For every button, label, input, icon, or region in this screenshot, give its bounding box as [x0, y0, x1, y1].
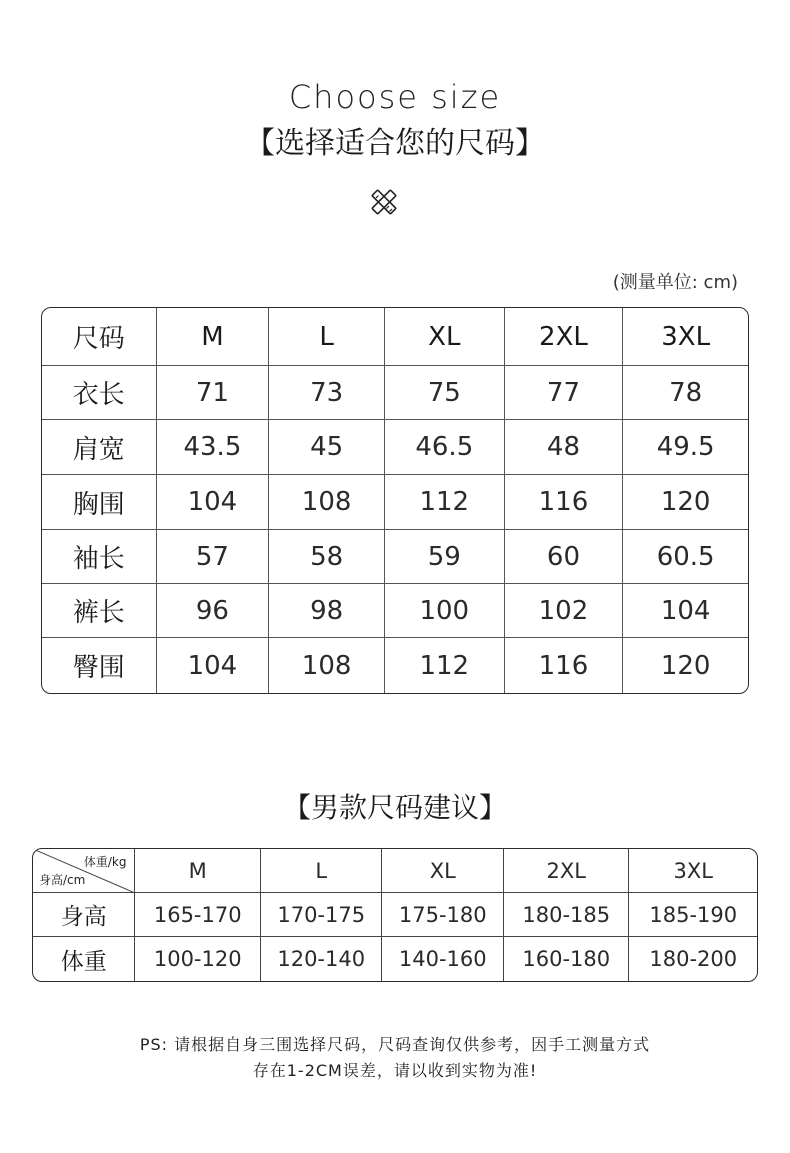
- row-label: 体重: [33, 937, 135, 981]
- row-label: 袖长: [42, 530, 157, 584]
- table-cell: 104: [623, 584, 748, 638]
- size-header-3xl: 3XL: [623, 308, 748, 366]
- rec-header-m: M: [135, 849, 260, 893]
- table-row: [33, 937, 757, 981]
- note-line-1: PS: 请根据自身三围选择尺码，尺码查询仅供参考，因手工测量方式: [139, 1035, 651, 1054]
- table-cell: 58: [269, 530, 385, 584]
- rec-header-3xl: 3XL: [629, 849, 757, 893]
- recommendation-header-row: [33, 849, 757, 893]
- table-cell: 78: [623, 366, 748, 420]
- ruler-pencil-icon: [369, 187, 399, 217]
- table-cell: 45: [269, 420, 385, 475]
- size-corner-label: 尺码: [42, 308, 157, 366]
- page-title-cn: 【选择适合您的尺码】: [245, 126, 545, 161]
- size-header-row: [42, 308, 748, 366]
- table-cell: 116: [505, 638, 624, 693]
- row-label: 肩宽: [42, 420, 157, 475]
- table-row: [42, 366, 748, 420]
- table-cell: 180-185: [504, 893, 629, 937]
- table-cell: 140-160: [382, 937, 504, 981]
- table-cell: 59: [385, 530, 505, 584]
- table-row: [42, 475, 748, 530]
- table-cell: 120-140: [261, 937, 383, 981]
- table-cell: 112: [385, 638, 505, 693]
- corner-height-label: 身高/cm: [39, 873, 86, 887]
- table-row: [42, 420, 748, 475]
- rec-header-xl: XL: [382, 849, 504, 893]
- row-label: 胸围: [42, 475, 157, 530]
- table-cell: 100-120: [135, 937, 260, 981]
- table-cell: 48: [505, 420, 624, 475]
- table-row: [42, 530, 748, 584]
- table-cell: 102: [505, 584, 624, 638]
- row-label: 裤长: [42, 584, 157, 638]
- size-chart-table: [41, 307, 749, 694]
- table-cell: 96: [157, 584, 270, 638]
- table-cell: 71: [157, 366, 270, 420]
- table-cell: 104: [157, 475, 270, 530]
- table-cell: 100: [385, 584, 505, 638]
- table-cell: 175-180: [382, 893, 504, 937]
- table-cell: 46.5: [385, 420, 505, 475]
- table-cell: 104: [157, 638, 270, 693]
- size-header-xl: XL: [385, 308, 505, 366]
- corner-weight-label: 体重/kg: [83, 855, 127, 869]
- row-label: 臀围: [42, 638, 157, 693]
- row-label: 身高: [33, 893, 135, 937]
- table-cell: 77: [505, 366, 624, 420]
- table-cell: 170-175: [261, 893, 383, 937]
- rec-header-2xl: 2XL: [504, 849, 629, 893]
- table-cell: 60: [505, 530, 624, 584]
- table-cell: 73: [269, 366, 385, 420]
- table-row: [42, 584, 748, 638]
- table-row: [42, 638, 748, 693]
- page-title-en: Choose size: [288, 78, 502, 116]
- table-cell: 57: [157, 530, 270, 584]
- unit-note: (测量单位: cm): [612, 272, 738, 293]
- table-cell: 120: [660, 650, 711, 681]
- table-cell: 165-170: [135, 893, 260, 937]
- table-cell: 112: [385, 475, 505, 530]
- recommendation-table: [32, 848, 758, 982]
- table-row: [33, 893, 757, 937]
- table-cell: 49.5: [623, 420, 748, 475]
- table-cell: 108: [269, 638, 385, 693]
- diagonal-corner-cell: [33, 849, 135, 893]
- table-cell: 108: [269, 475, 385, 530]
- table-cell: 180-200: [649, 947, 738, 971]
- table-cell: 185-190: [629, 893, 757, 937]
- table-cell: 98: [269, 584, 385, 638]
- table-cell: 120: [623, 475, 748, 530]
- table-cell: 43.5: [157, 420, 270, 475]
- row-label: 衣长: [42, 366, 157, 420]
- recommendation-title: 【男款尺码建议】: [282, 791, 507, 824]
- table-cell: 160-180: [504, 937, 629, 981]
- rec-header-l: L: [261, 849, 383, 893]
- table-cell: 60.5: [623, 530, 748, 584]
- size-header-l: L: [269, 308, 385, 366]
- note-line-2: 存在1-2CM误差，请以收到实物为准!: [252, 1061, 538, 1080]
- size-header-2xl: 2XL: [505, 308, 624, 366]
- size-header-m: M: [157, 308, 270, 366]
- table-cell: 116: [505, 475, 624, 530]
- table-cell: 75: [385, 366, 505, 420]
